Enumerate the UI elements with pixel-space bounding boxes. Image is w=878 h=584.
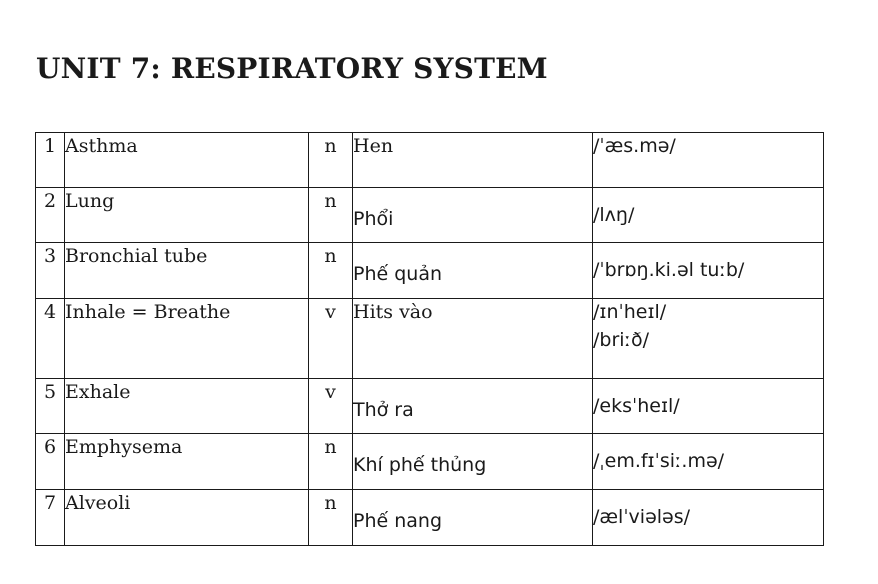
term-cell: Emphysema <box>65 434 309 490</box>
term-cell: Bronchial tube <box>65 243 309 299</box>
table-row <box>36 243 824 299</box>
pronunciation-cell <box>593 379 824 434</box>
meaning-cell: Khí phế thủng <box>353 434 593 490</box>
pronunciation-cell <box>593 434 824 490</box>
term-cell: Exhale <box>65 379 309 434</box>
term-cell: Lung <box>65 188 309 243</box>
meaning-cell: Hits vào <box>353 299 593 379</box>
meaning-cell: Phế quản <box>353 243 593 299</box>
part-of-speech-cell: v <box>309 299 353 379</box>
pronunciation-text: /eksˈheɪl/ <box>593 395 680 417</box>
row-number: 4 <box>36 299 65 379</box>
meaning-cell: Phế nang <box>353 490 593 546</box>
table-row <box>36 434 824 490</box>
pronunciation-cell <box>593 299 824 379</box>
row-number: 5 <box>36 379 65 434</box>
meaning-cell: Thở ra <box>353 379 593 434</box>
term-cell: Asthma <box>65 133 309 188</box>
part-of-speech-cell: n <box>309 434 353 490</box>
term-cell: Alveoli <box>65 490 309 546</box>
row-number: 3 <box>36 243 65 299</box>
pronunciation-text: /ɪnˈheɪl/ <box>593 301 667 323</box>
pronunciation-text: /ˈbrɒŋ.ki.əl tuːb/ <box>593 259 745 281</box>
pronunciation-text: /ˈæs.mə/ <box>593 135 676 157</box>
vocabulary-table <box>35 132 824 546</box>
row-number: 7 <box>36 490 65 546</box>
pronunciation-cell <box>593 490 824 546</box>
row-number: 6 <box>36 434 65 490</box>
part-of-speech-cell: v <box>309 379 353 434</box>
part-of-speech-cell: n <box>309 490 353 546</box>
table-row <box>36 188 824 243</box>
row-number: 1 <box>36 133 65 188</box>
part-of-speech-cell: n <box>309 188 353 243</box>
pronunciation-cell <box>593 188 824 243</box>
pronunciation-text: /ælˈviələs/ <box>593 506 691 528</box>
term-cell: Inhale = Breathe <box>65 299 309 379</box>
table-row <box>36 133 824 188</box>
table-row <box>36 490 824 546</box>
table-row <box>36 379 824 434</box>
meaning-cell: Hen <box>353 133 593 188</box>
row-number: 2 <box>36 188 65 243</box>
page-title: UNIT 7: RESPIRATORY SYSTEM <box>36 52 548 85</box>
part-of-speech-cell: n <box>309 243 353 299</box>
pronunciation-text: /briːð/ <box>593 329 649 351</box>
pronunciation-text: /lʌŋ/ <box>593 204 635 226</box>
pronunciation-cell <box>593 243 824 299</box>
table-row <box>36 299 824 379</box>
meaning-cell: Phổi <box>353 188 593 243</box>
pronunciation-cell <box>593 133 824 188</box>
part-of-speech-cell: n <box>309 133 353 188</box>
pronunciation-text: /ˌem.fɪˈsiː.mə/ <box>593 450 725 472</box>
